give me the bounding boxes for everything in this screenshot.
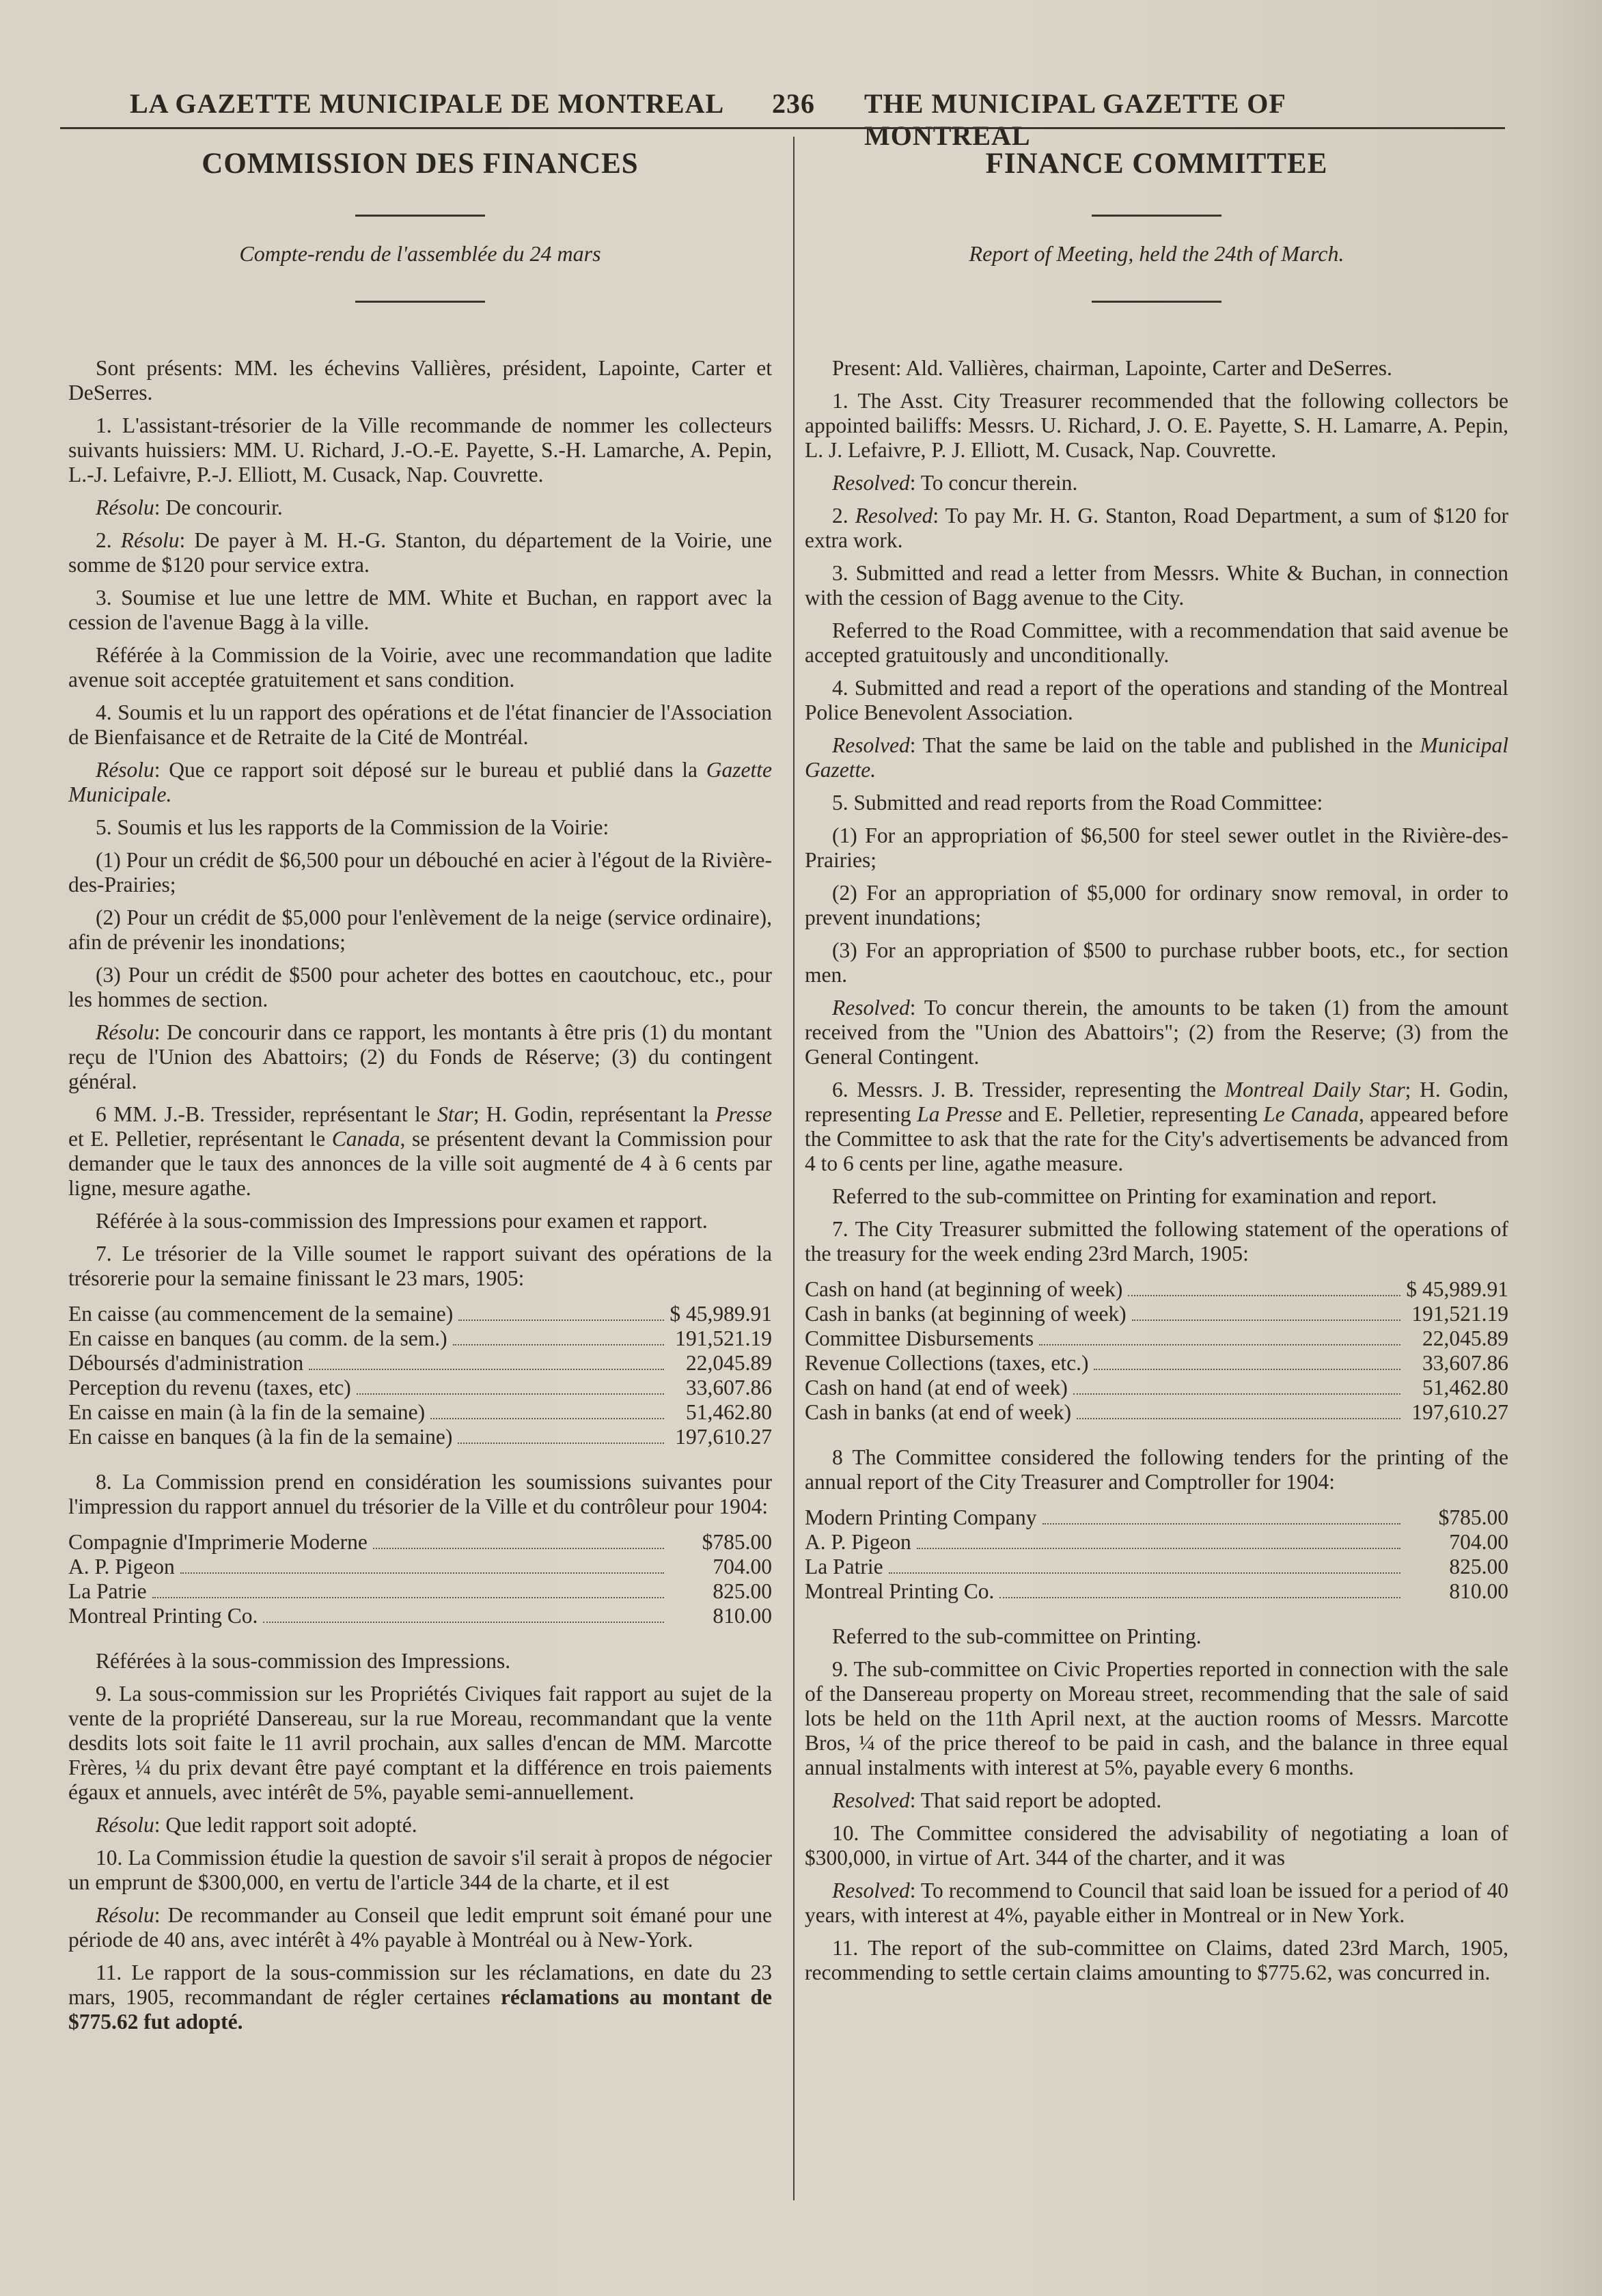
leader-dots	[1094, 1369, 1400, 1370]
resolution-text: : De concourir.	[154, 495, 283, 519]
item-3-referral: Référée à la Commission de la Voirie, avec une recommandation que ladite avenue soit acceptée gratuitement et sans condition.	[68, 643, 772, 692]
row-label: La Patrie	[68, 1579, 147, 1603]
row-amount: 810.00	[1449, 1579, 1508, 1603]
leader-dots	[999, 1597, 1400, 1598]
resolution-text: : De recommander au Conseil que ledit emprunt soit émané pour une période de 40 ans, avec intérêt à 4% payable à Montréal ou à New-York.	[68, 1903, 772, 1952]
resolution-label: Résolu	[120, 528, 180, 552]
row-amount: 51,462.80	[686, 1400, 772, 1424]
item-9: 9. La sous-commission sur les Propriétés Civiques fait rapport au sujet de la vente de la propriété Dansereau, sur la rue Moreau, recommandant que la vente desdits lots soit faite le 11 avril prochain, aux salles d'encan de MM. Marcotte Frères, ¼ du prix devant être payé comptant et la différence en trois paiements égaux et annuels, avec intérêt de 5%, payable semi-annuellement.	[68, 1682, 772, 1804]
item-1-resolution	[68, 495, 772, 520]
row-label: Perception du revenu (taxes, etc)	[68, 1376, 351, 1399]
item-4: 4. Submitted and read a report of the operations and standing of the Montreal Police Benevolent Association.	[805, 676, 1508, 724]
english-section-title: FINANCE COMMITTEE	[985, 148, 1328, 180]
item-6-text: 6 MM. J.-B. Tressider, représentant le	[96, 1102, 430, 1126]
row-label: Montreal Printing Co.	[805, 1579, 995, 1603]
treasury-statement	[805, 1277, 1508, 1425]
treasury-row	[805, 1376, 1508, 1400]
tender-row	[805, 1505, 1508, 1530]
item-6-text: ; H. Godin, representing	[805, 1078, 1509, 1126]
item-number: 2.	[96, 528, 112, 552]
tender-row	[68, 1604, 772, 1628]
row-amount: 197,610.27	[675, 1425, 772, 1449]
treasury-row	[68, 1326, 772, 1351]
french-subtitle: Compte-rendu de l'assemblée du 24 mars	[239, 241, 601, 266]
item-6-text: , appeared before the Committee to ask that the rate for the City's advertisements be advanced from 4 to 6 cents per line, agathe measure.	[805, 1102, 1509, 1175]
item-8: 8 The Committee considered the following tenders for the printing of the annual report of the City Treasurer and Comptroller for 1904:	[805, 1445, 1508, 1494]
item-6	[805, 1078, 1508, 1176]
resolution-text: : To pay Mr. H. G. Stanton, Road Department, a sum of $120 for extra work.	[805, 504, 1509, 552]
row-amount: 704.00	[1449, 1530, 1508, 1554]
treasury-row	[68, 1351, 772, 1376]
item-5-resolution	[805, 996, 1508, 1069]
leader-dots	[1128, 1295, 1400, 1296]
item-5: 5. Submitted and read reports from the Road Committee:	[832, 791, 1323, 815]
row-amount: $ 45,989.91	[1406, 1277, 1508, 1301]
row-amount: 704.00	[713, 1555, 772, 1578]
row-label: A. P. Pigeon	[805, 1530, 911, 1554]
treasury-row	[805, 1351, 1508, 1376]
row-amount: 197,610.27	[1411, 1400, 1508, 1424]
item-2	[68, 528, 772, 577]
item-9-resolution	[805, 1788, 1508, 1813]
row-amount: 191,521.19	[1411, 1302, 1508, 1326]
item-6-text: and E. Pelletier, representing	[1008, 1102, 1258, 1126]
item-4-resolution	[805, 733, 1508, 782]
resolution-text: : Que ce rapport soit déposé sur le bureau et publié dans la	[154, 758, 698, 782]
item-6-referral: Referred to the sub-committee on Printing for examination and report.	[832, 1184, 1437, 1208]
subtitle-rule	[1092, 301, 1221, 303]
item-6-text: et E. Pelletier, représentant le	[68, 1127, 326, 1151]
resolution-label: Résolu	[96, 1020, 154, 1044]
leader-dots	[263, 1622, 664, 1623]
row-amount: 51,462.80	[1422, 1376, 1508, 1399]
tender-row	[805, 1530, 1508, 1555]
leader-dots	[889, 1572, 1400, 1574]
title-rule	[355, 215, 485, 217]
row-amount: $ 45,989.91	[669, 1302, 772, 1326]
resolution-text: : To concur therein.	[909, 471, 1078, 495]
item-10: 10. La Commission étudie la question de savoir s'il serait à propos de négocier un emprunt de $300,000, en vertu de l'article 344 de la charte, et il est	[68, 1846, 772, 1894]
running-head	[130, 87, 1455, 151]
publication-name: Gazette Municipale.	[68, 758, 773, 806]
tender-row	[805, 1555, 1508, 1579]
treasury-row	[805, 1277, 1508, 1302]
header-english-title: THE MUNICIPAL GAZETTE OF MONTREAL	[864, 88, 1286, 151]
resolution-label: Resolved	[832, 733, 910, 757]
treasury-row	[68, 1376, 772, 1400]
row-label: Compagnie d'Imprimerie Moderne	[68, 1530, 368, 1554]
english-subtitle: Report of Meeting, held the 24th of March.	[969, 241, 1344, 266]
item-10-resolution	[805, 1878, 1508, 1928]
item-6-text: 6. Messrs. J. B. Tressider, representing the	[832, 1078, 1217, 1102]
treasury-statement	[68, 1302, 772, 1449]
leader-dots	[357, 1393, 664, 1395]
newspaper-name: Canada	[331, 1127, 400, 1151]
newspaper-name: Presse	[715, 1102, 773, 1126]
row-amount: 22,045.89	[686, 1351, 772, 1375]
item-1: 1. The Asst. City Treasurer recommended that the following collectors be appointed bailiffs: Messrs. U. Richard, J. O. E. Payette, S. H. Lamarre, A. Pepin, L. J. Lefaivre, P. J. Elliott, M. Cusack, Nap. Couvrette.	[805, 389, 1508, 462]
resolution-label: Résolu	[96, 1903, 154, 1927]
treasury-row	[805, 1302, 1508, 1326]
treasury-row	[805, 1400, 1508, 1425]
resolution-label: Résolu	[96, 758, 154, 782]
treasury-row	[68, 1400, 772, 1425]
row-amount: 33,607.86	[1422, 1351, 1508, 1375]
resolution-label: Resolved	[832, 996, 910, 1020]
resolution-label: Résolu	[96, 495, 154, 519]
row-label: A. P. Pigeon	[68, 1555, 175, 1578]
french-column	[68, 140, 772, 2042]
row-label: Cash on hand (at end of week)	[805, 1376, 1068, 1399]
item-5-resolution	[68, 1020, 772, 1094]
row-label: Cash on hand (at beginning of week)	[805, 1277, 1123, 1301]
item-5: 5. Soumis et lus les rapports de la Commission de la Voirie:	[96, 815, 609, 839]
item-1-resolution	[805, 471, 1508, 495]
resolution-text: : Que ledit rapport soit adopté.	[154, 1813, 417, 1837]
row-label: Revenue Collections (taxes, etc.)	[805, 1351, 1089, 1375]
row-label: En caisse en main (à la fin de la semaine)	[68, 1400, 426, 1424]
item-8: 8. La Commission prend en considération les soumissions suivantes pour l'impression du rapport annuel du trésorier de la Ville et du contrôleur pour 1904:	[68, 1470, 772, 1518]
item-5-credit-2: (2) Pour un crédit de $5,000 pour l'enlèvement de la neige (service ordinaire), afin de prévenir les inondations;	[68, 905, 772, 954]
publication-name: Municipal Gazette.	[805, 733, 1508, 782]
english-body	[805, 356, 1508, 1985]
item-6	[68, 1102, 772, 1201]
resolution-label: Resolved	[832, 1788, 910, 1812]
item-5-appropriation-1: (1) For an appropriation of $6,500 for steel sewer outlet in the Rivière-des-Prairies;	[805, 823, 1508, 872]
item-11-text: 11. Le rapport de la sous-commission sur les réclamations, en date du 23 mars, 1905, recommandant de régler certaines	[68, 1960, 772, 2009]
item-7: 7. The City Treasurer submitted the following statement of the operations of the treasury for the week ending 23rd March, 1905:	[805, 1217, 1508, 1266]
leader-dots	[180, 1572, 664, 1574]
resolution-label: Resolved	[832, 1878, 910, 1902]
resolution-text: : That the same be laid on the table and published in the	[909, 733, 1413, 757]
printing-tenders	[805, 1505, 1508, 1604]
item-9: 9. The sub-committee on Civic Properties reported in connection with the sale of the Dansereau property on Moreau street, recommending that the sale of said lots be held on the 11th April next, at the auction rooms of Messrs. Marcotte Bros, ¼ of the price thereof to be paid in cash, and the balance in three equal annual instalments with interest at 5%, payable every 6 months.	[805, 1657, 1508, 1779]
resolution-text: : De concourir dans ce rapport, les montants à être pris (1) du montant reçu de l'Union des Abattoirs; (2) du Fonds de Réserve; (3) du contingent général.	[68, 1020, 772, 1093]
leader-dots	[309, 1369, 664, 1370]
leader-dots	[458, 1320, 664, 1321]
item-10-resolution	[68, 1903, 772, 1952]
tender-row	[805, 1579, 1508, 1604]
item-8-referral: Référées à la sous-commission des Impressions.	[96, 1649, 511, 1673]
newspaper-name: La Presse	[917, 1102, 1002, 1126]
item-6-text: , se présentent devant la Commission pour demander que le taux des annonces de la ville soit augmenté de 4 à 6 cents par ligne, mesure agathe.	[68, 1127, 773, 1200]
french-body	[68, 356, 772, 2034]
row-amount: 810.00	[713, 1604, 772, 1628]
row-label: Modern Printing Company	[805, 1505, 1037, 1529]
row-label: La Patrie	[805, 1555, 883, 1578]
treasury-row	[68, 1425, 772, 1449]
page-number: 236	[772, 88, 815, 119]
row-label: Cash in banks (at end of week)	[805, 1400, 1072, 1424]
item-11: 11. The report of the sub-committee on Claims, dated 23rd March, 1905, recommending to settle certain claims amounting to $775.62, was concurred in.	[805, 1936, 1508, 1984]
tender-row	[68, 1555, 772, 1579]
leader-dots	[430, 1418, 664, 1419]
treasury-row	[805, 1326, 1508, 1351]
leader-dots	[1077, 1418, 1400, 1419]
item-4-resolution	[68, 758, 772, 807]
item-9-resolution	[68, 1813, 772, 1837]
leader-dots	[152, 1597, 664, 1598]
leader-dots	[1073, 1393, 1400, 1395]
newspaper-name: Star	[437, 1102, 473, 1126]
row-amount: $785.00	[702, 1530, 772, 1554]
item-number: 2.	[832, 504, 848, 528]
row-amount: 22,045.89	[1422, 1326, 1508, 1350]
printing-tenders	[68, 1530, 772, 1628]
english-column	[805, 140, 1508, 1993]
resolution-label: Resolved	[832, 471, 910, 495]
row-label: En caisse en banques (au comm. de la sem.)	[68, 1326, 447, 1350]
newspaper-name: Le Canada	[1263, 1102, 1359, 1126]
row-amount: 33,607.86	[686, 1376, 772, 1399]
header-rule	[60, 127, 1505, 129]
item-11	[68, 1960, 772, 2034]
leader-dots	[453, 1344, 664, 1345]
item-7: 7. Le trésorier de la Ville soumet le rapport suivant des opérations de la trésorerie pour la semaine finissant le 23 mars, 1905:	[68, 1242, 772, 1290]
resolution-label: Resolved	[855, 504, 933, 528]
row-amount: $785.00	[1438, 1505, 1508, 1529]
resolution-text: : De payer à M. H.-G. Stanton, du département de la Voirie, une somme de $120 pour service extra.	[68, 528, 773, 577]
item-5-appropriation-2: (2) For an appropriation of $5,000 for ordinary snow removal, in order to prevent inundations;	[805, 881, 1508, 929]
tender-row	[68, 1579, 772, 1604]
treasury-row	[68, 1302, 772, 1326]
row-label: Cash in banks (at beginning of week)	[805, 1302, 1127, 1326]
item-5-credit-3: (3) Pour un crédit de $500 pour acheter des bottes en caoutchouc, etc., pour les hommes de section.	[68, 963, 772, 1011]
item-2	[805, 504, 1508, 553]
leader-dots	[1039, 1344, 1400, 1345]
row-amount: 191,521.19	[675, 1326, 772, 1350]
item-6-referral: Référée à la sous-commission des Impressions pour examen et rapport.	[96, 1209, 708, 1233]
item-5-credit-1: (1) Pour un crédit de $6,500 pour un débouché en acier à l'égout de la Rivière-des-Prairies;	[68, 848, 772, 897]
attendance: Present: Ald. Vallières, chairman, Lapointe, Carter and DeSerres.	[832, 356, 1392, 380]
french-section-title: COMMISSION DES FINANCES	[202, 148, 639, 180]
resolution-text: : To concur therein, the amounts to be taken (1) from the amount received from the "Union des Abattoirs"; (2) from the Reserve; (3) from the General Contingent.	[805, 996, 1508, 1069]
item-5-appropriation-3: (3) For an appropriation of $500 to purchase rubber boots, etc., for section men.	[805, 938, 1508, 987]
newspaper-name: Montreal Daily Star	[1224, 1078, 1405, 1102]
item-3: 3. Soumise et lue une lettre de MM. White et Buchan, en rapport avec la cession de l'avenue Bagg à la ville.	[68, 586, 772, 634]
row-amount: 825.00	[713, 1579, 772, 1603]
item-3-referral: Referred to the Road Committee, with a recommendation that said avenue be accepted gratuitously and unconditionally.	[805, 618, 1508, 667]
tender-row	[68, 1530, 772, 1555]
row-label: Montreal Printing Co.	[68, 1604, 258, 1628]
item-8-referral: Referred to the sub-committee on Printing.	[832, 1624, 1202, 1648]
row-label: En caisse en banques (à la fin de la semaine)	[68, 1425, 453, 1449]
row-label: En caisse (au commencement de la semaine)	[68, 1302, 454, 1326]
item-10: 10. The Committee considered the advisability of negotiating a loan of $300,000, in virtue of Art. 344 of the charter, and it was	[805, 1821, 1508, 1870]
title-rule	[1092, 215, 1221, 217]
subtitle-rule	[355, 301, 485, 303]
item-11-conclusion: réclamations au montant de $775.62 fut adopté.	[68, 1985, 773, 2034]
leader-dots	[458, 1443, 664, 1444]
leader-dots	[1042, 1523, 1401, 1525]
leader-dots	[1132, 1320, 1400, 1321]
row-label: Déboursés d'administration	[68, 1351, 304, 1375]
resolution-text: : To recommend to Council that said loan be issued for a period of 40 years, with interest at 4%, payable either in Montreal or in New York.	[805, 1878, 1508, 1927]
item-3: 3. Submitted and read a letter from Messrs. White & Buchan, in connection with the cession of Bagg avenue to the City.	[805, 561, 1508, 610]
leader-dots	[917, 1548, 1400, 1549]
attendance: Sont présents: MM. les échevins Vallières, président, Lapointe, Carter et DeSerres.	[68, 356, 772, 405]
resolution-label: Résolu	[96, 1813, 154, 1837]
row-label: Committee Disbursements	[805, 1326, 1034, 1350]
resolution-text: : That said report be adopted.	[909, 1788, 1162, 1812]
leader-dots	[373, 1548, 664, 1549]
row-amount: 825.00	[1449, 1555, 1508, 1578]
item-1: 1. L'assistant-trésorier de la Ville recommande de nommer les collecteurs suivants huissiers: MM. U. Richard, J.-O.-E. Payette, S.-H. Lamarche, A. Pepin, L.-J. Lefaivre, P.-J. Elliott, M. Cusack, Nap. Couvrette.	[68, 413, 772, 487]
header-french-title: LA GAZETTE MUNICIPALE DE MONTREAL	[130, 88, 725, 119]
item-6-text: ; H. Godin, représentant la	[473, 1102, 708, 1126]
column-divider	[793, 137, 795, 2200]
item-4: 4. Soumis et lu un rapport des opérations et de l'état financier de l'Association de Bienfaisance et de Retraite de la Cité de Montréal.	[68, 700, 772, 749]
